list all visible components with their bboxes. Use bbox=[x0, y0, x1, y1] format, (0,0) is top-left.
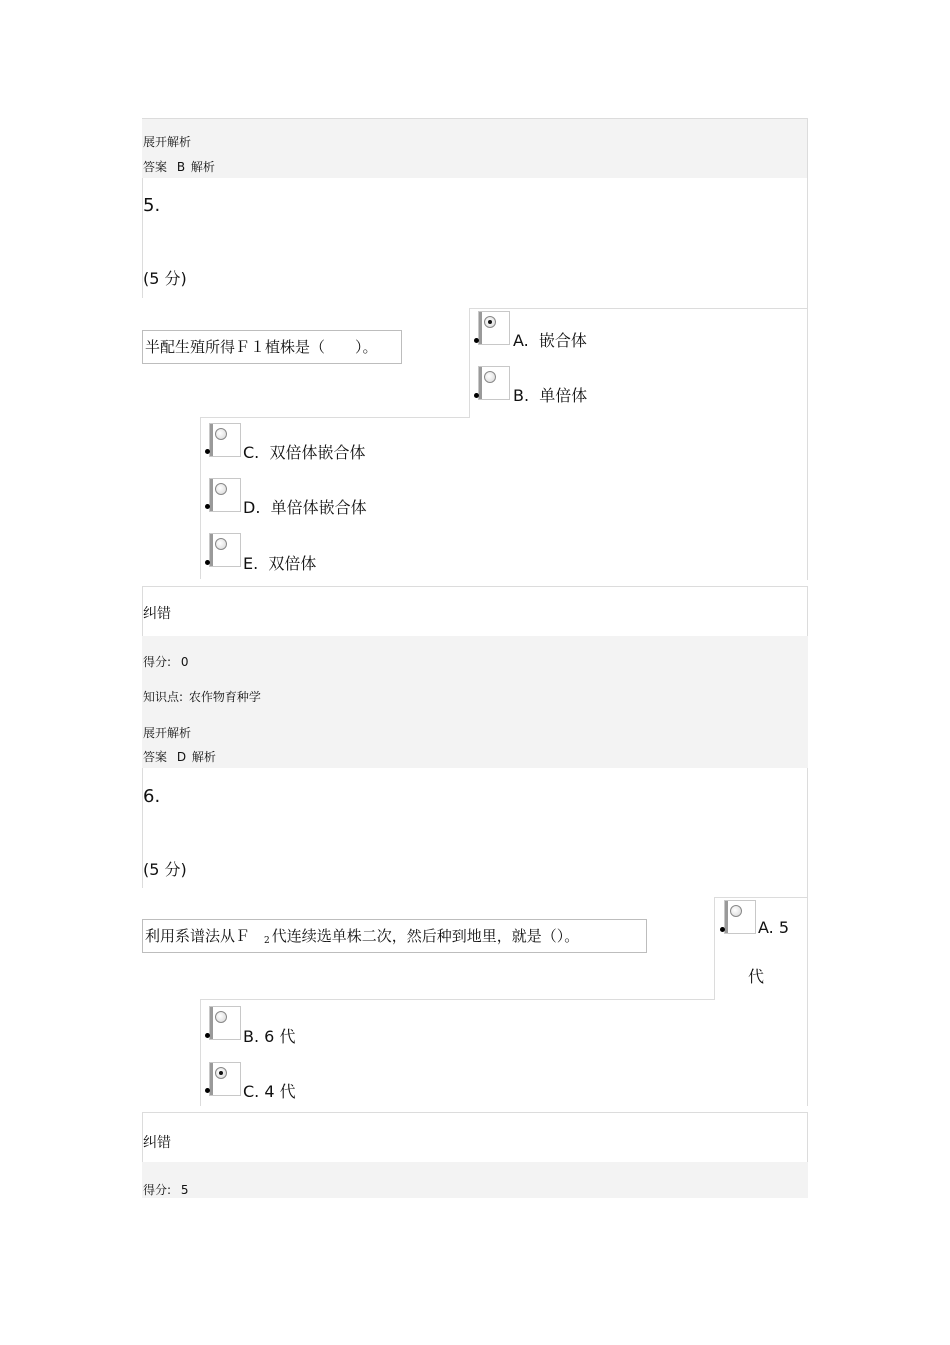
divider bbox=[469, 308, 807, 309]
report-error-link[interactable]: 纠错 bbox=[143, 1135, 171, 1151]
answer-line bbox=[143, 748, 216, 765]
divider bbox=[714, 897, 808, 898]
radio-button-b[interactable] bbox=[478, 366, 510, 400]
analysis-label: 解析 bbox=[191, 750, 216, 764]
answer-label: 答案 bbox=[143, 160, 168, 174]
radio-button-c[interactable] bbox=[209, 1062, 241, 1096]
option-label: C. 4 代 bbox=[243, 1082, 296, 1101]
divider bbox=[142, 586, 808, 587]
radio-button-a[interactable] bbox=[724, 900, 756, 934]
answer-value: D bbox=[176, 750, 187, 764]
radio-selected-icon bbox=[484, 316, 496, 328]
expand-analysis-link[interactable]: 展开解析 bbox=[143, 726, 192, 740]
radio-icon bbox=[730, 905, 742, 917]
question-number: 6. bbox=[143, 786, 161, 807]
radio-icon bbox=[215, 428, 227, 440]
option-label: A. 5 bbox=[758, 918, 790, 937]
option-label: B. 单倍体 bbox=[513, 386, 588, 405]
score-label: 得分: bbox=[143, 1183, 172, 1197]
answer-line bbox=[143, 158, 215, 175]
bullet-icon bbox=[474, 393, 479, 398]
knowledge-label: 知识点: bbox=[143, 690, 184, 704]
divider bbox=[200, 417, 201, 579]
bullet-icon bbox=[205, 449, 210, 454]
divider bbox=[469, 308, 470, 418]
question-text-part: 代连续选单株二次，然后种到地里，就是（）。 bbox=[271, 927, 580, 945]
knowledge-line bbox=[143, 688, 261, 705]
question-points: (5 分) bbox=[143, 860, 187, 879]
question-text-part: 利用系谱法从Ｆ bbox=[145, 927, 251, 945]
radio-button-e[interactable] bbox=[209, 533, 241, 567]
question-text bbox=[142, 330, 402, 364]
answer-label: 答案 bbox=[143, 750, 168, 764]
score-line bbox=[143, 653, 189, 670]
divider bbox=[200, 999, 201, 1106]
divider bbox=[807, 768, 808, 1106]
subscript: 2 bbox=[264, 936, 270, 946]
score-label: 得分: bbox=[143, 655, 172, 669]
bullet-icon bbox=[205, 560, 210, 565]
option-label: C. 双倍体嵌合体 bbox=[243, 443, 366, 462]
question-number: 5. bbox=[143, 195, 161, 216]
score-value: 0 bbox=[180, 655, 189, 669]
question-text-content: 半配生殖所得Ｆ１植株是（ ）。 bbox=[145, 338, 378, 356]
analysis-panel-top bbox=[142, 118, 808, 178]
option-label: B. 6 代 bbox=[243, 1027, 296, 1046]
radio-icon bbox=[215, 538, 227, 550]
radio-button-c[interactable] bbox=[209, 423, 241, 457]
radio-icon bbox=[484, 371, 496, 383]
report-error-link[interactable]: 纠错 bbox=[143, 606, 171, 622]
radio-icon bbox=[215, 483, 227, 495]
analysis-label: 解析 bbox=[190, 160, 215, 174]
bullet-icon bbox=[205, 1088, 210, 1093]
radio-button-b[interactable] bbox=[209, 1006, 241, 1040]
score-line bbox=[143, 1181, 189, 1198]
divider bbox=[200, 999, 715, 1000]
score-value: 5 bbox=[180, 1183, 189, 1197]
bullet-icon bbox=[205, 1033, 210, 1038]
divider bbox=[200, 417, 470, 418]
radio-selected-icon bbox=[215, 1067, 227, 1079]
bullet-icon bbox=[205, 504, 210, 509]
divider bbox=[714, 897, 715, 1000]
radio-button-d[interactable] bbox=[209, 478, 241, 512]
knowledge-value: 农作物育种学 bbox=[188, 690, 261, 704]
radio-icon bbox=[215, 1011, 227, 1023]
bullet-icon bbox=[474, 338, 479, 343]
divider bbox=[142, 118, 808, 119]
option-label: D. 单倍体嵌合体 bbox=[243, 498, 367, 517]
question-text bbox=[142, 919, 647, 953]
answer-value: B bbox=[176, 160, 186, 174]
divider bbox=[807, 586, 808, 636]
option-label: A. 嵌合体 bbox=[513, 331, 587, 350]
question-points: (5 分) bbox=[143, 269, 187, 288]
radio-button-a[interactable] bbox=[478, 311, 510, 345]
bullet-icon bbox=[720, 927, 725, 932]
expand-analysis-link[interactable]: 展开解析 bbox=[143, 135, 192, 149]
option-unit: 代 bbox=[748, 967, 765, 986]
score-panel bbox=[142, 1162, 808, 1198]
divider bbox=[142, 1112, 808, 1113]
option-label: E. 双倍体 bbox=[243, 554, 317, 573]
divider bbox=[807, 118, 808, 580]
